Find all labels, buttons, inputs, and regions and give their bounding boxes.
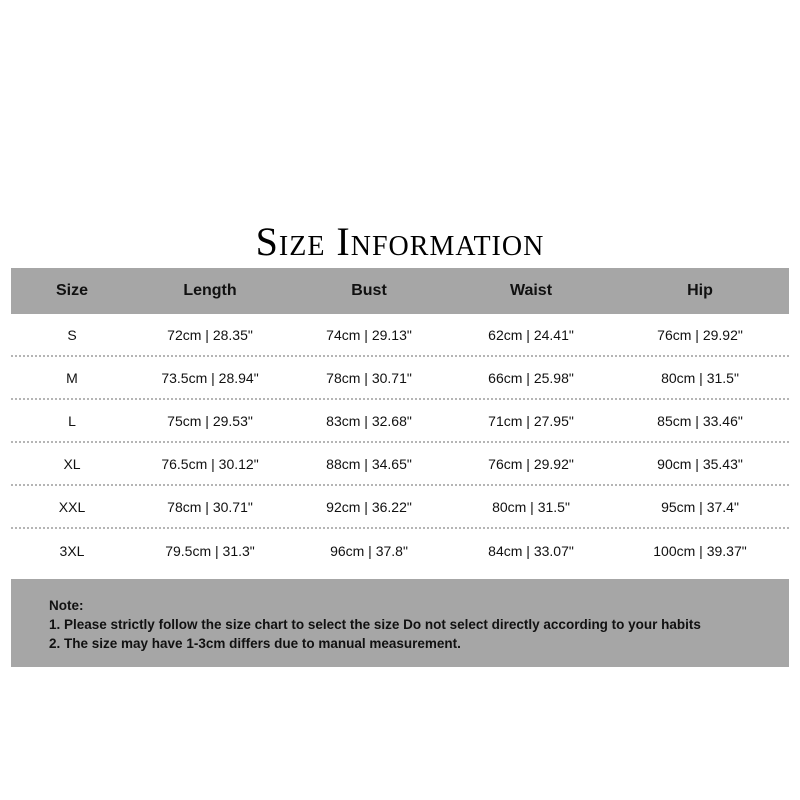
cell-waist: 62cm | 24.41" xyxy=(488,326,574,343)
cell-hip: 76cm | 29.92" xyxy=(657,326,743,343)
cell-bust: 96cm | 37.8" xyxy=(330,542,408,559)
cell-length: 79.5cm | 31.3" xyxy=(165,542,255,559)
table-row xyxy=(11,400,789,443)
table-row xyxy=(11,314,789,357)
table-row xyxy=(11,443,789,486)
cell-size: 3XL xyxy=(59,542,85,559)
header-cell-length: Length xyxy=(183,282,237,299)
note-heading: Note: xyxy=(49,598,84,613)
header-cell-size: Size xyxy=(55,282,88,299)
cell-bust: 83cm | 32.68" xyxy=(326,412,412,429)
header-cell-bust: Bust xyxy=(351,282,387,299)
cell-length: 72cm | 28.35" xyxy=(167,326,253,343)
cell-bust: 74cm | 29.13" xyxy=(326,326,412,343)
cell-hip: 95cm | 37.4" xyxy=(661,498,739,515)
page-title: Size Information xyxy=(255,219,545,264)
cell-size: XL xyxy=(63,455,81,472)
cell-bust: 88cm | 34.65" xyxy=(326,455,412,472)
cell-length: 75cm | 29.53" xyxy=(167,412,253,429)
cell-bust: 78cm | 30.71" xyxy=(326,369,412,386)
cell-hip: 80cm | 31.5" xyxy=(661,369,739,386)
size-chart-table xyxy=(11,268,789,572)
cell-size: M xyxy=(66,369,78,386)
header-cell-waist: Waist xyxy=(509,282,553,299)
table-row xyxy=(11,486,789,529)
note-box xyxy=(11,579,789,667)
cell-bust: 92cm | 36.22" xyxy=(326,498,412,515)
note-line-2: 2. The size may have 1-3cm differs due to manual measurement. xyxy=(49,636,461,651)
cell-size: L xyxy=(68,412,76,429)
table-row xyxy=(11,529,789,572)
cell-hip: 100cm | 39.37" xyxy=(653,542,747,559)
cell-waist: 71cm | 27.95" xyxy=(488,412,574,429)
cell-length: 73.5cm | 28.94" xyxy=(161,369,259,386)
cell-hip: 90cm | 35.43" xyxy=(657,455,743,472)
table-header-row xyxy=(11,268,789,314)
cell-size: XXL xyxy=(58,498,86,515)
cell-waist: 84cm | 33.07" xyxy=(488,542,574,559)
header-cell-hip: Hip xyxy=(687,282,713,299)
table-row xyxy=(11,357,789,400)
note-line-1: 1. Please strictly follow the size chart to select the size Do not select directly according to your habits xyxy=(49,617,701,632)
cell-waist: 76cm | 29.92" xyxy=(488,455,574,472)
cell-waist: 80cm | 31.5" xyxy=(492,498,570,515)
cell-waist: 66cm | 25.98" xyxy=(488,369,574,386)
cell-length: 78cm | 30.71" xyxy=(167,498,253,515)
cell-length: 76.5cm | 30.12" xyxy=(161,455,259,472)
cell-size: S xyxy=(67,326,77,343)
cell-hip: 85cm | 33.46" xyxy=(657,412,743,429)
